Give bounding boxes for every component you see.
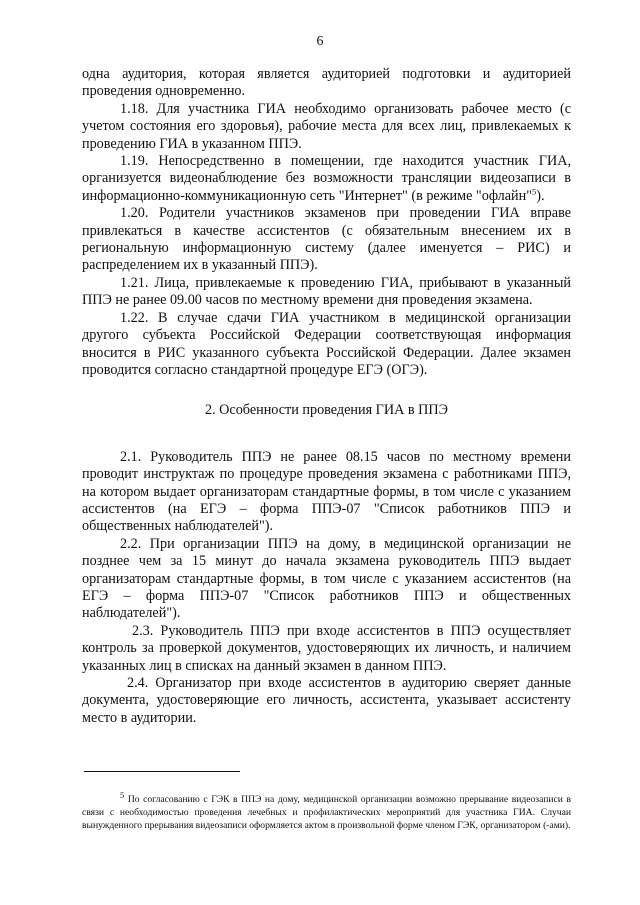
paragraph-1-19-tail: ).	[536, 187, 545, 204]
footnote	[82, 789, 571, 832]
paragraph-continuation: одна аудитория, которая является аудиторией подготовки и аудиторией проведения одновременно.	[82, 66, 571, 100]
paragraph-1-19-text: 1.19. Непосредственно в помещении, где находится участник ГИА, организуется видеонаблюдение без возможности трансляции видеозаписи в информационно-коммуникационную сеть "Интернет" (в режиме "офлайн"	[82, 153, 571, 204]
footnote-number: 5	[120, 789, 125, 800]
paragraph-2-3: 2.3. Руководитель ППЭ при входе ассистентов в ППЭ осуществляет контроль за проверкой документов, удостоверяющих их личность, и наличием указанных лиц в списках на данный экзамен в данном ППЭ.	[82, 622, 571, 674]
page-number: 6	[316, 34, 324, 49]
paragraph-1-19	[82, 153, 571, 205]
document-body	[82, 66, 571, 727]
footnote-separator	[84, 771, 240, 772]
paragraph-1-21: 1.21. Лица, привлекаемые к проведению ГИА, прибывают в указанный ППЭ не ранее 09.00 часов по местному времени дня проведения экзамена.	[82, 274, 571, 309]
paragraph-1-18: 1.18. Для участника ГИА необходимо организовать рабочее место (с учетом состояния его здоровья), рабочие места для всех лиц, привлекаемых к проведению ГИА в указанном ППЭ.	[82, 100, 571, 152]
paragraph-1-20: 1.20. Родители участников экзаменов при проведении ГИА вправе привлекаться в качестве ассистентов (с обязательным внесением их в региональную информационную систему (далее именуется – РИС) и распределением их в указанный ППЭ).	[82, 205, 571, 274]
section-heading: 2. Особенности проведения ГИА в ППЭ	[204, 402, 449, 419]
paragraph-2-1: 2.1. Руководитель ППЭ не ранее 08.15 часов по местному времени проводит инструктаж по процедуре проведения экзамена с работниками ППЭ, на котором выдает организаторам стандартные формы, в том числе с указанием ассистентов (на ЕГЭ – форма ППЭ-07 "Список работников ППЭ и общественных наблюдателей").	[82, 448, 571, 535]
footnote-text	[82, 789, 571, 832]
paragraph-2-4: 2.4. Организатор при входе ассистентов в аудиторию сверяет данные документа, удостоверяющие его личность, ассистента, указывает ассистенту место в аудитории.	[82, 675, 571, 726]
paragraph-1-22: 1.22. В случае сдачи ГИА участником в медицинской организации другого субъекта Российской Федерации соответствующая информация вносится в РИС указанного субъекта Российской Федерации. Далее экзамен проводится согласно стандартной процедуре ЕГЭ (ОГЭ).	[82, 309, 571, 378]
footnote-reference[interactable]: 5	[532, 186, 537, 197]
paragraph-2-2: 2.2. При организации ППЭ на дому, в медицинской организации не позднее чем за 15 минут до начала экзамена руководитель ППЭ выдает организаторам стандартные формы, в том числе с указанием ассистентов (на ЕГЭ – форма ППЭ-07 "Список работников ППЭ и общественных наблюдателей").	[82, 535, 571, 622]
footnote-body: По согласованию с ГЭК в ППЭ на дому, медицинской организации возможно прерывание видеозаписи в связи с необходимостью проведения лечебных и профилактических мероприятий для участника ГИА. Случаи вынужденного прерывания видеозаписи оформляется актом в произвольной форме членом ГЭК, организатором (-ами).	[82, 794, 571, 831]
